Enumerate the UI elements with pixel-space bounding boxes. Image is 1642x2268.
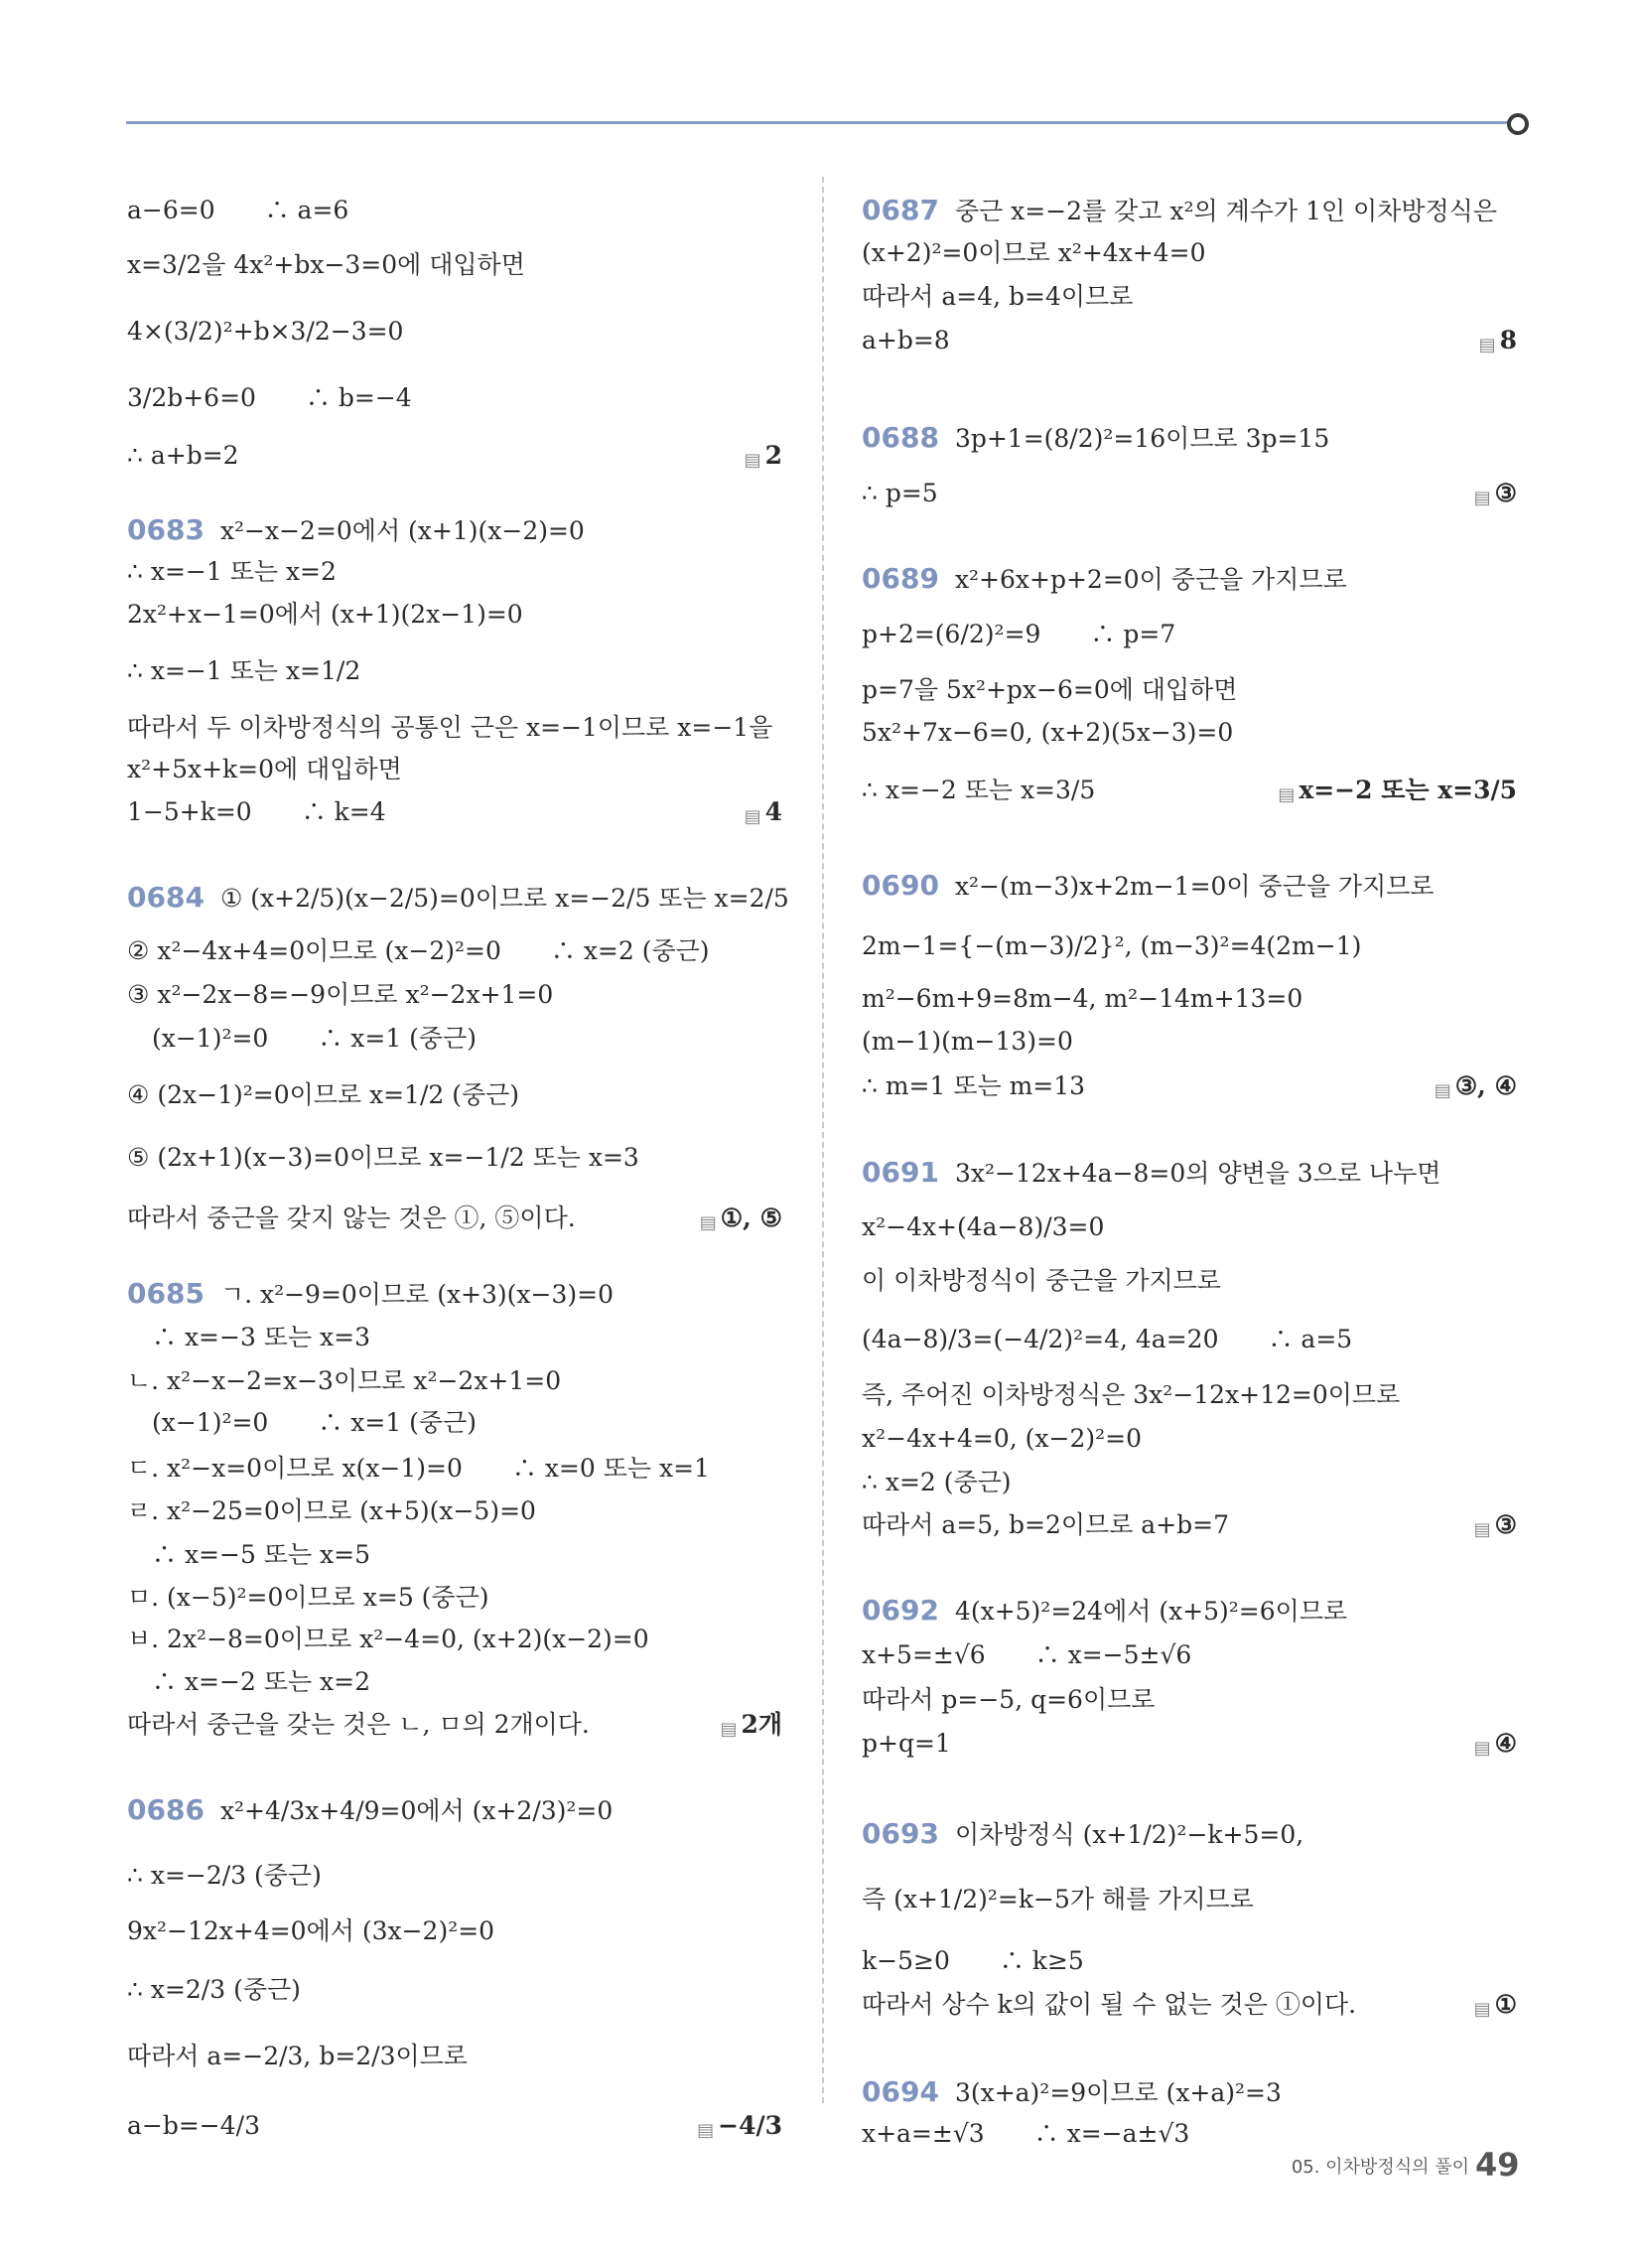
solution-text: 4×(3/2)²+b×3/2−3=0 (127, 317, 404, 346)
answer-mark (745, 793, 782, 831)
solution-line (862, 772, 1517, 809)
problem-header-line (127, 1791, 782, 1829)
solution-line (862, 1321, 1517, 1358)
solution-text: 3p+1=(8/2)²=16이므로 3p=15 (954, 424, 1330, 453)
problem-number: 0689 (862, 562, 939, 595)
solution-line (862, 475, 1517, 512)
solution-line (127, 1663, 782, 1701)
solution-line (127, 1450, 782, 1488)
problem-number: 0686 (127, 1793, 205, 1826)
solution-text: ∴ x=−2 또는 x=3/5 (862, 776, 1096, 804)
problem-header-line (862, 1154, 1517, 1192)
answer-icon: ▤ (1478, 335, 1496, 355)
problem-number: 0694 (862, 2075, 939, 2108)
answer-value: −4/3 (718, 2111, 782, 2140)
solution-text: 따라서 두 이차방정식의 공통인 근은 x=−1이므로 x=−1을 (127, 713, 773, 742)
solution-line (127, 2107, 782, 2145)
solution-line (862, 1464, 1517, 1501)
solution-line (127, 379, 782, 417)
answer-icon: ▤ (1473, 1738, 1491, 1759)
solution-text: (x−1)²=0 ∴ x=1 (중근) (127, 1408, 477, 1437)
problem-header-line (862, 419, 1517, 457)
solution-line (127, 246, 782, 284)
solution-line (862, 1420, 1517, 1458)
solution-text: x+a=±√3 ∴ x=−a±√3 (862, 2119, 1190, 2148)
answer-mark (1474, 1986, 1517, 2024)
solution-text: x=3/2을 4x²+bx−3=0에 대입하면 (127, 250, 525, 279)
solution-text: 2m−1={−(m−3)/2}², (m−3)²=4(2m−1) (862, 931, 1362, 960)
solution-line (862, 1023, 1517, 1061)
answer-value: x=−2 또는 x=3/5 (1299, 776, 1517, 804)
solution-line (862, 1986, 1517, 2024)
solution-line (127, 976, 782, 1014)
answer-value: ①, ⑤ (720, 1204, 782, 1232)
solution-text: ㄹ. x²−25=0이므로 (x+5)(x−5)=0 (127, 1496, 536, 1525)
problem-header-line (862, 1815, 1517, 1853)
answer-mark (1474, 1506, 1517, 1544)
solution-line (862, 1636, 1517, 1674)
answer-mark (1474, 475, 1517, 512)
solution-line (862, 1942, 1517, 1980)
answer-value: 8 (1499, 326, 1517, 354)
solution-line (127, 1076, 782, 1114)
answer-mark (745, 437, 782, 475)
solution-line (862, 1681, 1517, 1719)
answer-icon: ▤ (1278, 784, 1296, 805)
problem-header-line (862, 192, 1517, 229)
solution-text: ㄷ. x²−x=0이므로 x(x−1)=0 ∴ x=0 또는 x=1 (127, 1454, 710, 1483)
solution-text: x²−(m−3)x+2m−1=0이 중근을 가지므로 (954, 872, 1435, 901)
solution-text: a−b=−4/3 (127, 2111, 260, 2140)
solution-text: ∴ x=−1 또는 x=2 (127, 557, 337, 586)
problem-number: 0692 (862, 1594, 939, 1627)
answer-icon: ▤ (744, 450, 761, 471)
solution-line (127, 1706, 782, 1744)
solution-text: 즉, 주어진 이차방정식은 3x²−12x+12=0이므로 (862, 1380, 1401, 1409)
solution-text: m²−6m+9=8m−4, m²−14m+13=0 (862, 984, 1303, 1013)
answer-mark (1479, 322, 1517, 359)
solution-text: x²−4x+4=0, (x−2)²=0 (862, 1424, 1143, 1453)
solution-line (127, 1492, 782, 1530)
solution-line (862, 1376, 1517, 1414)
solution-line (862, 1881, 1517, 1918)
solution-text: 따라서 상수 k의 값이 될 수 없는 것은 ①이다. (862, 1990, 1357, 2019)
answer-icon: ▤ (744, 806, 761, 827)
answer-value: 4 (764, 797, 782, 826)
solution-text: ∴ x=−5 또는 x=5 (127, 1540, 370, 1569)
solution-text: (x+2)²=0이므로 x²+4x+4=0 (862, 238, 1206, 267)
solution-text: ㄱ. x²−9=0이므로 (x+3)(x−3)=0 (219, 1280, 614, 1309)
solution-text: 따라서 a=−2/3, b=2/3이므로 (127, 2042, 468, 2070)
problem-number: 0685 (127, 1277, 205, 1310)
solution-text: x²−4x+(4a−8)/3=0 (862, 1212, 1105, 1241)
solution-line (127, 437, 782, 475)
solution-line (127, 1971, 782, 2009)
problem-number: 0683 (127, 513, 205, 546)
solution-text: a−6=0 ∴ a=6 (127, 196, 349, 224)
solution-line (862, 234, 1517, 272)
answer-mark (700, 1200, 782, 1237)
problem-number: 0691 (862, 1156, 939, 1189)
solution-text: 5x²+7x−6=0, (x+2)(5x−3)=0 (862, 718, 1234, 747)
solution-line (127, 751, 782, 788)
answer-mark (697, 2107, 782, 2145)
solution-text: ② x²−4x+4=0이므로 (x−2)²=0 ∴ x=2 (중근) (127, 936, 710, 965)
problem-header-line (862, 1592, 1517, 1630)
solution-text: a+b=8 (862, 326, 950, 354)
solution-text: k−5≥0 ∴ k≥5 (862, 1946, 1084, 1975)
solution-line (862, 278, 1517, 316)
solution-text: ∴ x=−2 또는 x=2 (127, 1667, 370, 1696)
solution-text: x+5=±√6 ∴ x=−5±√6 (862, 1640, 1192, 1669)
solution-line (127, 1362, 782, 1400)
problem-header-line (127, 879, 789, 917)
answer-value: 2개 (741, 1710, 782, 1739)
solution-text: x²+4/3x+4/9=0에서 (x+2/3)²=0 (219, 1796, 614, 1825)
solution-text: x²−x−2=0에서 (x+1)(x−2)=0 (219, 516, 585, 545)
problem-number: 0688 (862, 421, 939, 454)
solution-text: 따라서 a=4, b=4이므로 (862, 282, 1134, 311)
solution-text: x²+5x+k=0에 대입하면 (127, 755, 402, 783)
solution-text: p=7을 5x²+px−6=0에 대입하면 (862, 675, 1238, 704)
solution-line (127, 1913, 782, 1950)
solution-text: 따라서 중근을 갖는 것은 ㄴ, ㅁ의 2개이다. (127, 1710, 590, 1739)
solution-line (127, 2038, 782, 2075)
answer-value: ③ (1494, 1510, 1517, 1539)
answer-mark (1435, 1067, 1517, 1105)
solution-text: 즉 (x+1/2)²=k−5가 해를 가지므로 (862, 1885, 1254, 1914)
answer-icon: ▤ (1434, 1080, 1451, 1101)
solution-line (127, 652, 782, 690)
footer-chapter-title: 05. 이차방정식의 풀이 (1291, 2157, 1469, 2178)
solution-line (862, 1067, 1517, 1105)
solution-line (127, 1319, 782, 1356)
solution-line (862, 616, 1517, 653)
answer-icon: ▤ (1473, 488, 1491, 508)
top-rule-dot (1507, 113, 1529, 135)
solution-text: 중근 x=−2를 갖고 x²의 계수가 1인 이차방정식은 (954, 197, 1497, 225)
solution-text: 3(x+a)²=9이므로 (x+a)²=3 (954, 2078, 1282, 2107)
solution-line (127, 553, 782, 591)
solution-text: ∴ a+b=2 (127, 441, 239, 470)
solution-text: 1−5+k=0 ∴ k=4 (127, 797, 386, 826)
solution-text: ∴ x=2/3 (중근) (127, 1975, 301, 2004)
solution-text: (m−1)(m−13)=0 (862, 1027, 1073, 1056)
solution-text: ㄴ. x²−x−2=x−3이므로 x²−2x+1=0 (127, 1366, 562, 1395)
solution-line (127, 192, 782, 229)
solution-line (127, 932, 782, 970)
solution-text: p+q=1 (862, 1729, 951, 1758)
page-number: 49 (1475, 2146, 1520, 2184)
solution-text: 이차방정식 (x+1/2)²−k+5=0, (954, 1820, 1304, 1849)
solution-line (127, 1857, 782, 1895)
answer-value: ③ (1494, 479, 1517, 507)
solution-text: 따라서 p=−5, q=6이므로 (862, 1685, 1156, 1714)
solution-line (862, 714, 1517, 752)
answer-icon: ▤ (1473, 1999, 1491, 2020)
solution-line (127, 793, 782, 831)
solution-line (127, 1621, 782, 1658)
answer-mark (1278, 772, 1517, 809)
solution-text: ⑤ (2x+1)(x−3)=0이므로 x=−1/2 또는 x=3 (127, 1143, 639, 1172)
solution-text: 따라서 a=5, b=2이므로 a+b=7 (862, 1510, 1230, 1539)
solution-text: 이 이차방정식이 중근을 가지므로 (862, 1266, 1221, 1295)
problem-header-line (862, 560, 1517, 598)
solution-line (127, 1139, 782, 1177)
answer-value: 2 (764, 441, 782, 470)
solution-text: ④ (2x−1)²=0이므로 x=1/2 (중근) (127, 1080, 520, 1109)
solution-text: ㅁ. (x−5)²=0이므로 x=5 (중근) (127, 1583, 489, 1612)
problem-header-line (862, 2073, 1517, 2111)
problem-number: 0690 (862, 869, 939, 902)
solution-line (127, 596, 782, 634)
solution-text: ③ x²−2x−8=−9이므로 x²−2x+1=0 (127, 980, 554, 1009)
top-rule (126, 121, 1516, 124)
column-divider (822, 177, 824, 2103)
answer-mark (720, 1706, 782, 1744)
solution-line (127, 313, 782, 351)
problem-header-line (127, 1275, 782, 1313)
problem-number: 0693 (862, 1817, 939, 1850)
solution-line (127, 1200, 782, 1237)
solution-text: 4(x+5)²=24에서 (x+5)²=6이므로 (954, 1597, 1348, 1626)
solution-text: ∴ m=1 또는 m=13 (862, 1071, 1086, 1100)
solution-line (862, 1506, 1517, 1544)
solution-line (862, 671, 1517, 709)
solution-text: 3/2b+6=0 ∴ b=−4 (127, 383, 412, 412)
answer-icon: ▤ (1473, 1519, 1491, 1540)
solution-line (127, 1404, 782, 1442)
solution-text: ∴ x=−1 또는 x=1/2 (127, 656, 361, 685)
problem-header-line (862, 867, 1517, 905)
solution-text: ∴ x=−3 또는 x=3 (127, 1323, 370, 1351)
solution-text: 따라서 중근을 갖지 않는 것은 ①, ⑤이다. (127, 1204, 576, 1232)
solution-text: p+2=(6/2)²=9 ∴ p=7 (862, 620, 1176, 648)
answer-value: ④ (1494, 1729, 1517, 1758)
solution-line (862, 2115, 1517, 2153)
solution-text: (4a−8)/3=(−4/2)²=4, 4a=20 ∴ a=5 (862, 1325, 1353, 1353)
solution-line (127, 1579, 782, 1617)
solution-line (862, 1725, 1517, 1763)
answer-icon: ▤ (697, 2120, 715, 2141)
solution-line (862, 322, 1517, 359)
solution-text: ㅂ. 2x²−8=0이므로 x²−4=0, (x+2)(x−2)=0 (127, 1625, 649, 1653)
solution-text: 2x²+x−1=0에서 (x+1)(2x−1)=0 (127, 600, 523, 629)
solution-text: ∴ x=−2/3 (중근) (127, 1861, 322, 1890)
answer-icon: ▤ (720, 1719, 738, 1740)
answer-value: ① (1494, 1990, 1517, 2019)
solution-line (127, 1536, 782, 1574)
problem-header-line (127, 511, 782, 549)
solution-line (862, 927, 1517, 965)
solution-text: ∴ x=2 (중근) (862, 1468, 1012, 1496)
solution-text: (x−1)²=0 ∴ x=1 (중근) (127, 1024, 477, 1053)
solution-line (127, 709, 782, 747)
problem-number: 0687 (862, 194, 939, 226)
solution-line (862, 1262, 1517, 1300)
solution-text: 9x²−12x+4=0에서 (3x−2)²=0 (127, 1916, 495, 1945)
problem-number: 0684 (127, 881, 205, 914)
answer-mark (1474, 1725, 1517, 1763)
solution-line (127, 1020, 782, 1058)
answer-icon: ▤ (699, 1212, 717, 1233)
solution-text: x²+6x+p+2=0이 중근을 가지므로 (954, 565, 1347, 594)
solution-text: ∴ p=5 (862, 479, 938, 507)
solution-text: 3x²−12x+4a−8=0의 양변을 3으로 나누면 (954, 1159, 1441, 1188)
solution-line (862, 980, 1517, 1018)
solution-text: ① (x+2/5)(x−2/5)=0이므로 x=−2/5 또는 x=2/5 (219, 884, 789, 913)
solution-line (862, 1208, 1517, 1246)
answer-value: ③, ④ (1454, 1071, 1517, 1100)
